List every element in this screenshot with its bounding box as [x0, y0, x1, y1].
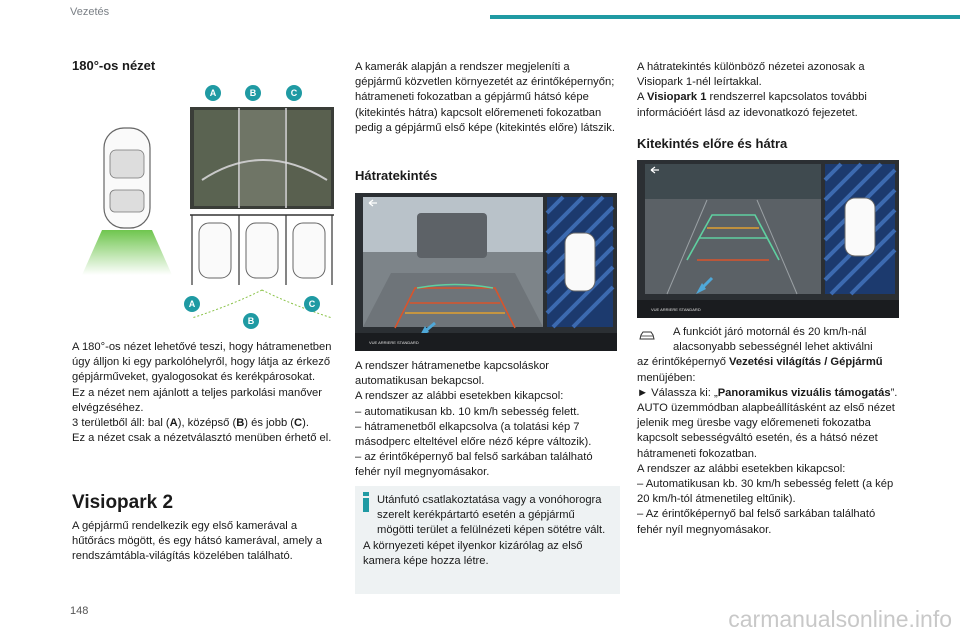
text-180-body	[72, 340, 334, 446]
paragraph-select: ► Válassza ki: „Panoramikus vizuális támogatás”.	[637, 386, 898, 399]
marker-a-top: A	[205, 85, 221, 101]
info-note	[355, 486, 620, 594]
marker-a-bottom: A	[184, 296, 200, 312]
marker-c-top: C	[286, 85, 302, 101]
paragraph: A 180°-os nézet lehetővé teszi, hogy hátramenetben úgy álljon ki egy parkolóhelyről, hogy látja az érkező gépjárműveket, gyalogosokat és kerékpárosokat.	[72, 341, 332, 384]
paragraph-activation: A funkciót járó motornál és 20 km/h-nál alacsonyabb sebességnél lehet aktiválni	[673, 326, 873, 354]
text-front-rear-body	[637, 325, 902, 538]
front-rear-view-screen	[637, 160, 899, 318]
paragraph: – Az érintőképernyő bal felső sarkában található fehér nyíl megnyomásakor.	[637, 508, 876, 536]
paragraph: – automatikusan kb. 10 km/h sebesség felett.	[355, 405, 580, 418]
screen-caption: VUE ARRIERE STANDARD	[651, 307, 701, 312]
marker-c-bottom: C	[304, 296, 320, 312]
paragraph: Ez a nézet csak a nézetválasztó menüben érhető el.	[72, 432, 332, 445]
paragraph: – Automatikusan kb. 30 km/h sebesség felett (a kép 20 km/h-tól átmenetileg eltűnik).	[637, 478, 894, 506]
section-title-rear: Hátratekintés	[355, 168, 438, 183]
paragraph: A rendszer az alábbi esetekben kikapcsol:	[637, 462, 846, 475]
marker-b-top: B	[245, 85, 261, 101]
paragraph: A rendszer az alábbi esetekben kikapcsol:	[355, 390, 564, 403]
section-title-front-rear: Kitekintés előre és hátra	[637, 136, 788, 151]
screen-caption: VUE ARRIERE STANDARD	[369, 340, 419, 345]
paragraph: A hátratekintés különböző nézetei azonosak a Visiopark 1-nél leírtakkal.	[637, 61, 865, 89]
paragraph: A gépjármű rendelkezik egy első kamerával a hűtőrács mögött, és egy hátsó kamerával, amely a rendszámtábla-világítás közelében található.	[72, 520, 322, 563]
note-paragraph: A környezeti képet ilyenkor kizárólag az első kamera képe hozza létre.	[363, 539, 583, 567]
paragraph: A Visiopark 1 rendszerrel kapcsolatos további információért lásd az idevonatkozó fejezetet.	[637, 91, 867, 119]
header-accent-bar	[490, 15, 960, 19]
paragraph-menu: az érintőképernyő Vezetési világítás / Gépjármű menüjében:	[637, 356, 883, 384]
paragraph: Ez a nézet nem ajánlott a teljes parkolási manőver elvégzéséhez.	[72, 386, 322, 414]
text-intro	[637, 60, 902, 121]
info-icon	[361, 492, 371, 512]
section-title-visiopark2: Visiopark 2	[72, 492, 174, 513]
car-top-icon	[82, 128, 172, 275]
paragraph: A rendszer hátramenetbe kapcsoláskor automatikusan bekapcsol.	[355, 360, 550, 388]
paragraph: AUTO üzemmódban alapbeállításként az első nézet jelenik meg üresbe vagy előremeneti fokozatba kapcsolt sebességváltó esetén, és a hátsó nézet hátrameneti fokozatban.	[637, 402, 895, 460]
section-title-180: 180°-os nézet	[72, 58, 156, 73]
rear-view-screen	[355, 193, 617, 351]
paragraph-intro: A kamerák alapján a rendszer megjeleníti a gépjármű közvetlen környezetét az érintőképernyőn; hátrameneti fokozatban a gépjármű hátsó képe (kitekintés hátra) kapcsolt előremeneti fokozatban pedig a gépjármű első képe (kitekintés előre) látszik.	[355, 61, 615, 134]
view-180-figure	[82, 80, 344, 330]
camera-view-panel	[190, 107, 334, 209]
watermark: carmanualsonline.info	[728, 606, 952, 632]
paragraph: 3 területből áll: bal (A), középső (B) és jobb (C).	[72, 417, 309, 430]
paragraph: – az érintőképernyő bal felső sarkában található fehér nyíl megnyomásakor.	[355, 451, 593, 479]
paragraph: – hátramenetből elkapcsolva (a tolatási kép 7 másodperc elteltével előre néző képre változik).	[355, 420, 592, 449]
note-paragraph: Utánfutó csatlakoztatása vagy a vonóhorogra szerelt kerékpártartó esetén a gépjármű mögötti terület a felülnézeti képen sötétre vált.	[377, 494, 606, 537]
page-number: 148	[70, 605, 89, 617]
marker-b-bottom: B	[243, 313, 259, 329]
section-header: Vezetés	[70, 6, 110, 18]
text-rear-body	[355, 359, 620, 481]
